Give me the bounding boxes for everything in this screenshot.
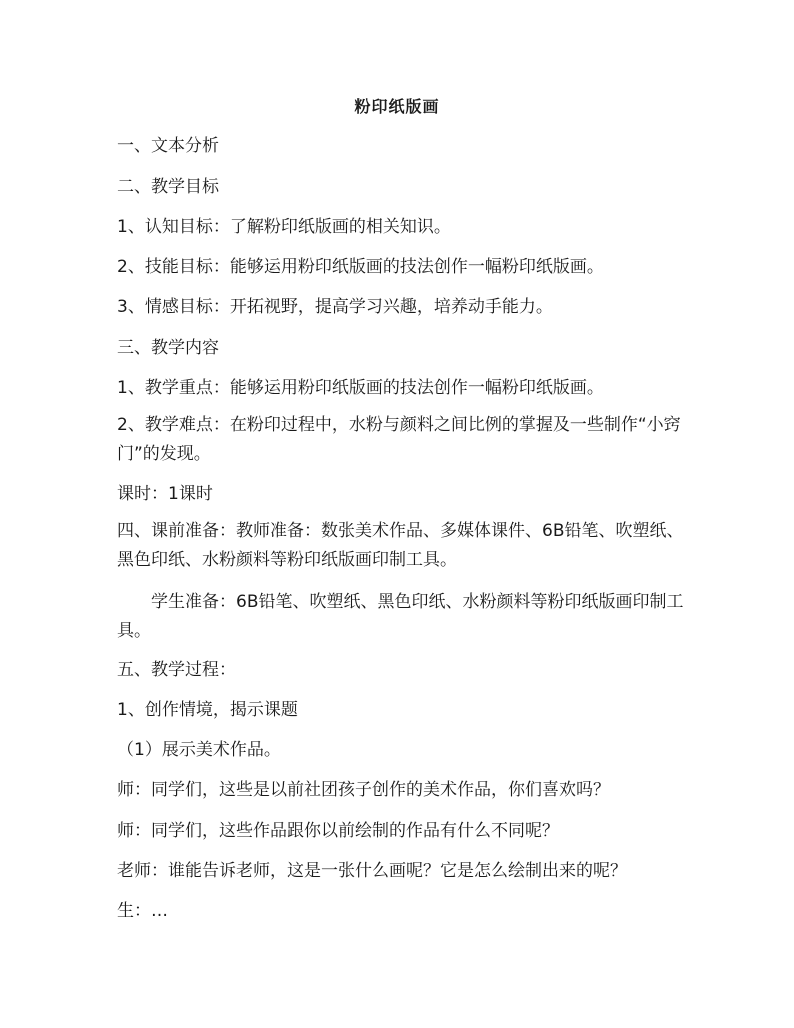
lesson-hours: 课时：1课时 [117, 484, 213, 504]
student-preparation: 学生准备：6B铅笔、吹塑纸、黑色印纸、水粉颜料等粉印纸版画印制工具。 [117, 592, 684, 641]
dialogue-line-4: 生：… [117, 901, 168, 921]
goal-skill: 2、技能目标：能够运用粉印纸版画的技法创作一幅粉印纸版画。 [117, 257, 604, 277]
section-heading-teaching-process: 五、教学过程： [117, 660, 236, 680]
document-title: 粉印纸版画 [354, 97, 440, 116]
dialogue-line-1: 师：同学们，这些是以前社团孩子创作的美术作品，你们喜欢吗？ [117, 780, 610, 800]
section-heading-teaching-content: 三、教学内容 [117, 338, 219, 358]
teacher-preparation: 四、课前准备：教师准备：数张美术作品、多媒体课件、6B铅笔、吹塑纸、黑色印纸、水粉颜料等粉印纸版画印制工具。 [117, 521, 684, 570]
goal-emotional: 3、情感目标：开拓视野，提高学习兴趣，培养动手能力。 [117, 297, 553, 317]
content-key-point: 1、教学重点：能够运用粉印纸版画的技法创作一幅粉印纸版画。 [117, 378, 604, 398]
process-substep-1: （1）展示美术作品。 [117, 740, 281, 760]
dialogue-line-2: 师：同学们，这些作品跟你以前绘制的作品有什么不同呢？ [117, 821, 559, 841]
section-heading-teaching-goals: 二、教学目标 [117, 177, 219, 197]
process-step-1: 1、创作情境，揭示课题 [117, 700, 298, 720]
dialogue-line-3: 老师：谁能告诉老师，这是一张什么画呢？它是怎么绘制出来的呢？ [117, 861, 627, 881]
section-heading-text-analysis: 一、文本分析 [117, 136, 219, 156]
content-difficulty: 2、教学难点：在粉印过程中，水粉与颜料之间比例的掌握及一些制作“小窍门”的发现。 [117, 415, 681, 464]
goal-cognitive: 1、认知目标：了解粉印纸版画的相关知识。 [117, 217, 451, 237]
